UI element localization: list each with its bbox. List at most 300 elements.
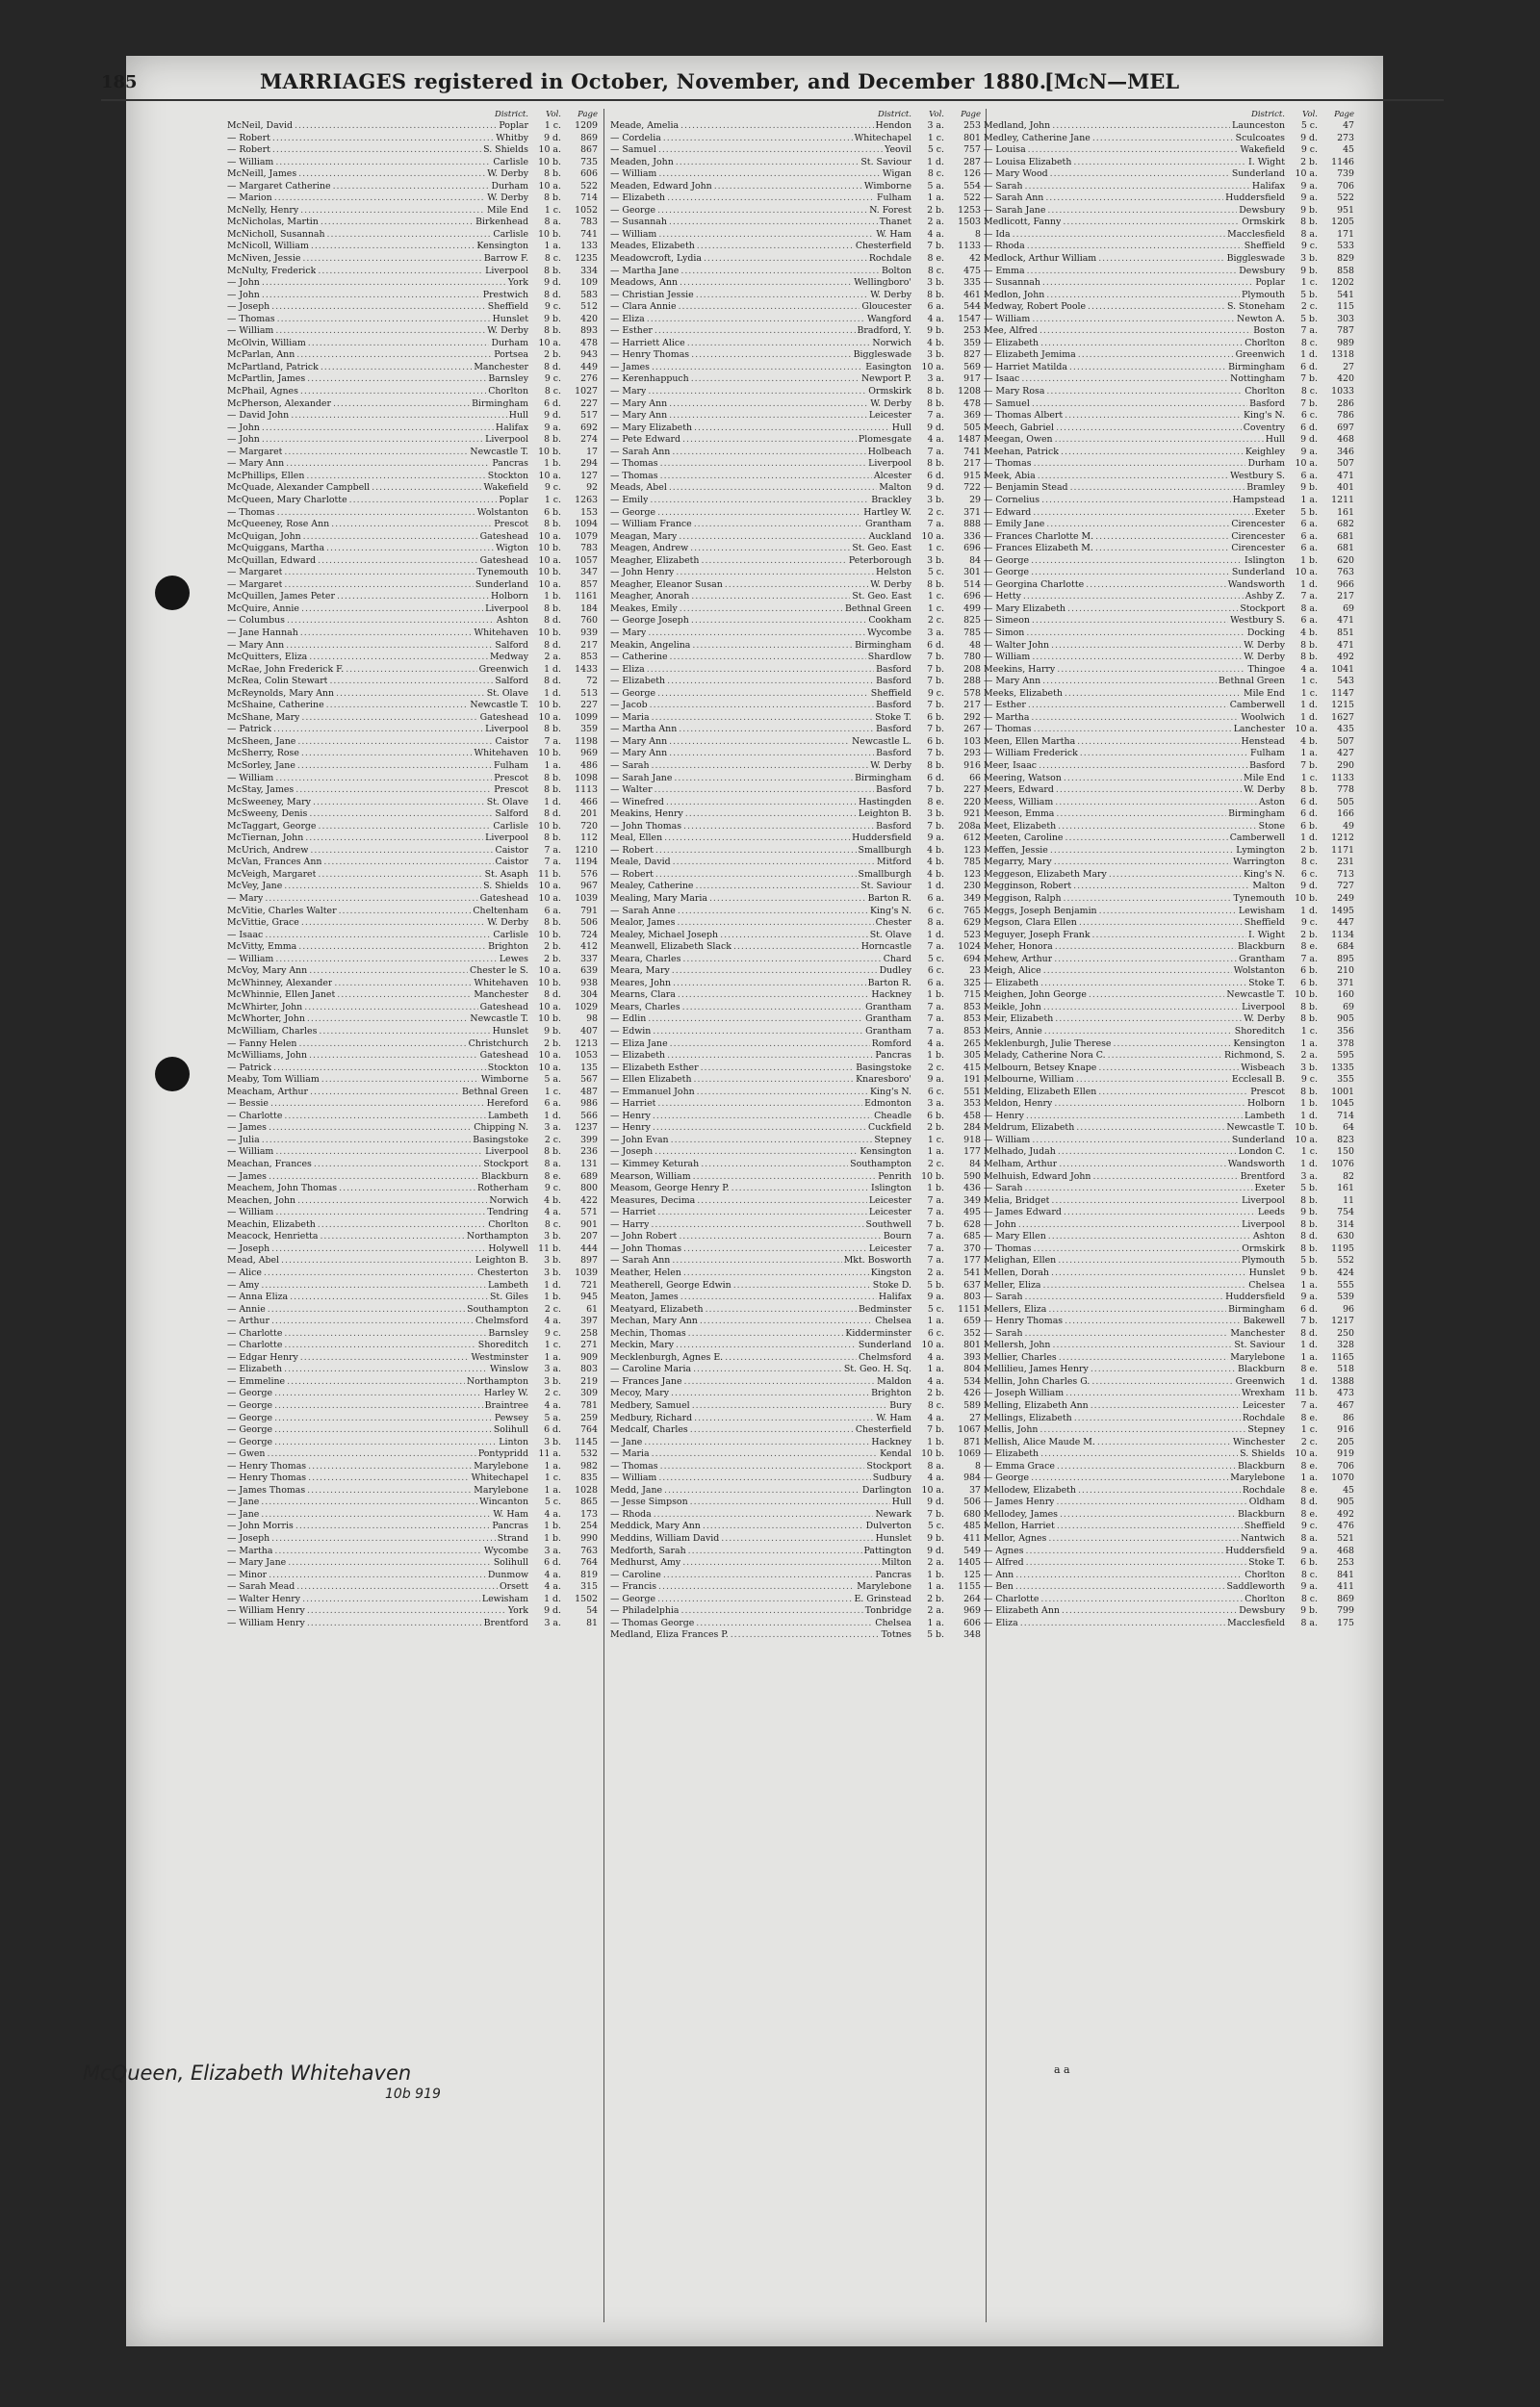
register-entry xyxy=(227,941,598,954)
entry-name: — Caroline xyxy=(610,1569,661,1580)
leader-dots xyxy=(1076,1074,1230,1087)
entry-page: 696 xyxy=(963,591,981,602)
leader-dots xyxy=(732,1183,869,1195)
entry-volume: 7 a. xyxy=(544,857,561,868)
entry-page: 532 xyxy=(580,1448,598,1460)
leader-dots xyxy=(652,1448,878,1461)
leader-dots xyxy=(693,1364,842,1376)
leader-dots xyxy=(308,338,490,350)
register-entry xyxy=(610,1111,981,1123)
register-entry xyxy=(984,857,1354,869)
entry-page: 123 xyxy=(963,868,981,880)
entry-volume: 7 a. xyxy=(927,1194,944,1206)
entry-district: Lambeth xyxy=(1244,1110,1285,1121)
entry-district: Chelsea xyxy=(875,1617,911,1628)
entry-name: McSorley, Jane xyxy=(227,759,295,771)
register-entry xyxy=(227,133,598,145)
leader-dots xyxy=(290,1292,488,1304)
entry-district: Oldham xyxy=(1248,1497,1285,1508)
entry-district: Hampstead xyxy=(1232,494,1285,505)
entry-volume: 8 b. xyxy=(927,386,944,397)
entry-page: 764 xyxy=(580,1557,598,1569)
entry-name: — Francis xyxy=(610,1581,657,1593)
entry-district: Fulham xyxy=(876,192,911,204)
entry-page: 612 xyxy=(963,832,981,844)
column-header xyxy=(610,109,981,120)
entry-volume: 7 b. xyxy=(927,748,944,759)
entry-name: McQuiggans, Martha xyxy=(227,543,325,554)
leader-dots xyxy=(701,1159,848,1171)
entry-district: Sudbury xyxy=(872,1472,911,1484)
entry-district: Birmingham xyxy=(855,772,911,783)
entry-district: Carlisle xyxy=(493,929,528,940)
entry-page: 401 xyxy=(1337,482,1354,494)
entry-district: Hereford xyxy=(486,1098,528,1110)
entry-district: Chelsea xyxy=(875,1316,911,1327)
entry-district: Wigton xyxy=(496,543,528,554)
entry-page: 1079 xyxy=(575,530,598,542)
entry-district: Stepney xyxy=(874,1134,911,1145)
leader-dots xyxy=(678,906,868,918)
entry-volume: 10 a. xyxy=(921,530,944,542)
register-entry xyxy=(984,1002,1354,1014)
entry-volume: 8 d. xyxy=(544,361,561,372)
entry-name: — Charlotte xyxy=(227,1340,283,1351)
entry-volume: 3 b. xyxy=(544,1436,561,1447)
leader-dots xyxy=(288,1557,492,1570)
entry-page: 449 xyxy=(580,361,598,372)
register-entry xyxy=(227,640,598,653)
entry-district: Sculcoates xyxy=(1235,132,1285,143)
register-entry xyxy=(984,1509,1354,1522)
entry-district: Exeter xyxy=(1254,1183,1285,1194)
register-entry xyxy=(227,507,598,520)
entry-district: Hull xyxy=(1265,434,1285,446)
entry-page: 217 xyxy=(580,639,598,651)
leader-dots xyxy=(670,1038,870,1051)
entry-volume: 1 a. xyxy=(927,1316,944,1327)
entry-page: 1547 xyxy=(958,313,981,324)
entry-district: N. Forest xyxy=(869,204,911,216)
entry-page: 785 xyxy=(963,857,981,868)
entry-district: Romford xyxy=(871,1037,911,1049)
entry-volume: 7 a. xyxy=(927,1255,944,1267)
entry-page: 763 xyxy=(1337,567,1354,578)
entry-name: Melia, Bridget xyxy=(984,1194,1050,1206)
entry-district: Cirencester xyxy=(1231,519,1285,530)
entry-page: 721 xyxy=(580,1279,598,1291)
entry-district: Wandsworth xyxy=(1227,578,1285,590)
entry-volume: 3 b. xyxy=(544,1375,561,1387)
entry-page: 254 xyxy=(580,1521,598,1532)
entry-name: Medbury, Richard xyxy=(610,1412,693,1423)
leader-dots xyxy=(696,1618,873,1630)
entry-page: 352 xyxy=(963,1327,981,1339)
entry-name: McQueen, Mary Charlotte xyxy=(227,494,347,505)
entry-name: Meacham, Arthur xyxy=(227,1086,309,1097)
entry-district: Chesterfield xyxy=(855,1424,911,1436)
page-number: 185 xyxy=(101,72,138,92)
entry-district: Wycombe xyxy=(483,1545,528,1556)
entry-volume: 10 b. xyxy=(1295,989,1318,1001)
entry-volume: 4 a. xyxy=(927,434,944,446)
register-entry xyxy=(227,1413,598,1425)
leader-dots xyxy=(303,531,478,544)
entry-name: McPhail, Agnes xyxy=(227,386,298,397)
leader-dots xyxy=(654,325,856,338)
entry-page: 304 xyxy=(580,989,598,1001)
entry-page: 1133 xyxy=(958,241,981,252)
entry-district: Whitehaven xyxy=(474,748,528,759)
leader-dots xyxy=(337,989,472,1002)
register-entry xyxy=(227,797,598,809)
entry-volume: 9 c. xyxy=(1300,1074,1318,1086)
entry-volume: 8 b. xyxy=(544,724,561,735)
leader-dots xyxy=(1031,555,1243,568)
leader-dots xyxy=(310,845,493,858)
entry-district: Christchurch xyxy=(468,1037,528,1049)
entry-volume: 1 a. xyxy=(927,1617,944,1628)
entry-name: — Mary Ellen xyxy=(984,1231,1046,1242)
entry-district: Grantham xyxy=(865,519,911,530)
register-entry xyxy=(227,495,598,507)
entry-name: — Thomas xyxy=(984,1242,1032,1254)
entry-volume: 1 c. xyxy=(544,120,561,131)
entry-name: — Caroline Maria xyxy=(610,1364,692,1375)
entry-volume: 4 a. xyxy=(1300,663,1318,675)
entry-name: Meanwell, Elizabeth Slack xyxy=(610,941,732,953)
entry-district: Lambeth xyxy=(487,1279,528,1291)
entry-page: 325 xyxy=(963,977,981,988)
entry-page: 506 xyxy=(580,917,598,929)
entry-volume: 9 d. xyxy=(927,1497,944,1508)
entry-volume: 4 b. xyxy=(1300,735,1318,747)
register-entry xyxy=(984,314,1354,326)
entry-name: — Emmeline xyxy=(227,1375,286,1387)
entry-name: McNiven, Jessie xyxy=(227,253,301,265)
entry-district: Plymouth xyxy=(1242,1255,1285,1267)
entry-district: St. Asaph xyxy=(484,868,528,880)
entry-district: Leicester xyxy=(1242,1399,1285,1411)
entry-volume: 7 b. xyxy=(927,676,944,687)
register-entry xyxy=(610,290,981,302)
entry-district: Macclesfield xyxy=(1227,1617,1285,1628)
entry-page: 853 xyxy=(963,1026,981,1037)
entry-page: 689 xyxy=(580,1170,598,1182)
leader-dots xyxy=(648,1013,863,1026)
register-entry xyxy=(610,1063,981,1075)
entry-volume: 1 a. xyxy=(1300,1351,1318,1363)
entry-district: Hackney xyxy=(871,989,911,1001)
entry-name: Meachen, John xyxy=(227,1194,296,1206)
entry-volume: 8 d. xyxy=(1300,1231,1318,1242)
entry-volume: 6 a. xyxy=(1300,615,1318,627)
leader-dots xyxy=(1050,168,1230,181)
entry-district: Newcastle T. xyxy=(470,700,528,711)
leader-dots xyxy=(720,930,868,942)
entry-page: 943 xyxy=(580,349,598,361)
entry-district: W. Derby xyxy=(487,325,528,337)
entry-page: 415 xyxy=(963,1062,981,1073)
entry-page: 905 xyxy=(1337,1013,1354,1025)
register-entry xyxy=(984,531,1354,544)
leader-dots xyxy=(262,434,483,447)
entry-page: 781 xyxy=(580,1399,598,1411)
register-entry xyxy=(984,1195,1354,1208)
entry-name: Melbourn, Betsey Knape xyxy=(984,1062,1097,1073)
register-entry xyxy=(227,917,598,930)
leader-dots xyxy=(372,482,481,495)
entry-district: Blackburn xyxy=(1238,1460,1285,1472)
entry-page: 685 xyxy=(963,1231,981,1242)
entry-page: 292 xyxy=(963,711,981,723)
entry-name: McVitty, Emma xyxy=(227,941,297,953)
leader-dots xyxy=(300,205,485,218)
register-entry xyxy=(984,1146,1354,1159)
entry-name: McWhirter, John xyxy=(227,1001,303,1012)
entry-volume: 8 e. xyxy=(927,253,944,265)
entry-district: Marylebone xyxy=(1230,1472,1285,1484)
entry-volume: 8 b. xyxy=(927,397,944,409)
entry-district: Milton xyxy=(881,1557,911,1569)
entry-volume: 4 b. xyxy=(544,1194,561,1206)
leader-dots xyxy=(284,579,473,592)
entry-volume: 1 a. xyxy=(927,1146,944,1158)
entry-page: 893 xyxy=(580,325,598,337)
entry-volume: 9 d. xyxy=(544,410,561,422)
entry-district: Winslow xyxy=(490,1364,528,1375)
leader-dots xyxy=(291,410,507,423)
entry-name: — William xyxy=(227,1207,274,1218)
leader-dots xyxy=(1091,1400,1241,1413)
entry-volume: 6 c. xyxy=(1300,868,1318,880)
leader-dots xyxy=(1047,205,1237,218)
district-header: District. xyxy=(878,110,911,119)
entry-name: — Mary Jane xyxy=(227,1557,287,1569)
entry-name: Melighan, Ellen xyxy=(984,1255,1057,1267)
entry-name: Meachin, Elizabeth xyxy=(227,1218,316,1230)
register-entry xyxy=(610,748,981,760)
entry-district: Birkenhead xyxy=(475,217,528,228)
entry-district: Thingoe xyxy=(1247,663,1285,675)
register-entry xyxy=(984,941,1354,954)
leader-dots xyxy=(678,989,870,1002)
leader-dots xyxy=(270,1098,485,1111)
register-entry xyxy=(610,1243,981,1256)
entry-name: Meldrum, Elizabeth xyxy=(984,1122,1075,1134)
entry-name: — Maria xyxy=(610,711,650,723)
register-entry xyxy=(227,181,598,193)
entry-volume: 5 c. xyxy=(544,1497,561,1508)
entry-name: — Jacob xyxy=(610,700,648,711)
leader-dots xyxy=(1048,1533,1239,1546)
leader-dots xyxy=(306,471,485,483)
register-entry xyxy=(610,579,981,592)
leader-dots xyxy=(1044,1026,1233,1038)
leader-dots xyxy=(284,1340,475,1352)
entry-district: Gloucester xyxy=(861,301,911,313)
leader-dots xyxy=(336,688,485,701)
entry-page: 96 xyxy=(1343,1303,1354,1315)
register-entry xyxy=(610,821,981,833)
leader-dots xyxy=(691,615,866,627)
entry-volume: 8 a. xyxy=(544,217,561,228)
leader-dots xyxy=(1042,277,1253,290)
entry-district: Medway xyxy=(489,652,528,663)
leader-dots xyxy=(274,1388,482,1400)
entry-page: 23 xyxy=(969,965,981,977)
leader-dots xyxy=(670,652,866,664)
entry-volume: 10 b. xyxy=(538,446,561,457)
entry-name: — Joseph xyxy=(227,1532,270,1544)
entry-name: Meggs, Joseph Benjamin xyxy=(984,905,1097,916)
entry-name: Medlon, John xyxy=(984,289,1045,300)
entry-page: 191 xyxy=(963,1074,981,1086)
register-entry xyxy=(227,144,598,157)
entry-page: 288 xyxy=(963,676,981,687)
entry-district: W. Derby xyxy=(870,759,911,771)
entry-volume: 4 a. xyxy=(544,1569,561,1580)
register-entry xyxy=(227,1472,598,1485)
leader-dots xyxy=(346,664,476,677)
entry-volume: 1 d. xyxy=(1300,1340,1318,1351)
leader-dots xyxy=(286,640,493,653)
entry-district: Bethnal Green xyxy=(845,602,911,614)
entry-name: — Harriet xyxy=(610,1207,656,1218)
entry-district: W. Derby xyxy=(1244,1013,1285,1025)
entry-name: Meldon, Henry xyxy=(984,1098,1053,1110)
leader-dots xyxy=(657,1594,852,1606)
entry-name: — Joseph xyxy=(227,1242,270,1254)
register-entry xyxy=(984,930,1354,942)
entry-page: 205 xyxy=(1337,1436,1354,1447)
entry-name: McSweeney, Mary xyxy=(227,796,311,807)
entry-volume: 2 b. xyxy=(1300,929,1318,940)
entry-district: Pancras xyxy=(492,1521,528,1532)
entry-volume: 8 e. xyxy=(1300,1460,1318,1472)
leader-dots xyxy=(262,277,506,290)
leader-dots xyxy=(318,869,482,882)
leader-dots xyxy=(692,1400,888,1413)
entry-district: Greenwich xyxy=(478,663,528,675)
entry-volume: 8 b. xyxy=(1300,1001,1318,1012)
entry-district: Blackburn xyxy=(1238,1364,1285,1375)
entry-name: — Eliza xyxy=(984,1617,1018,1628)
entry-district: Stockport xyxy=(866,1460,911,1472)
register-entry xyxy=(227,290,598,302)
entry-page: 371 xyxy=(963,506,981,518)
leader-dots xyxy=(1054,1098,1245,1111)
leader-dots xyxy=(657,688,869,701)
leader-dots xyxy=(1015,1570,1243,1582)
leader-dots xyxy=(273,724,483,736)
leader-dots xyxy=(1043,1002,1240,1014)
entry-volume: 8 b. xyxy=(544,784,561,796)
header-rule xyxy=(101,99,1444,101)
entry-name: McReynolds, Mary Ann xyxy=(227,687,334,699)
leader-dots xyxy=(1031,1472,1228,1485)
entry-page: 1388 xyxy=(1331,1375,1354,1387)
entry-page: 103 xyxy=(963,735,981,747)
entry-volume: 3 b. xyxy=(927,349,944,361)
register-entry xyxy=(227,1509,598,1522)
register-entry xyxy=(610,277,981,290)
leader-dots xyxy=(1113,1038,1231,1051)
entry-page: 127 xyxy=(580,470,598,481)
register-entry xyxy=(984,241,1354,253)
leader-dots xyxy=(667,676,874,688)
entry-name: Mechin, Thomas xyxy=(610,1327,686,1339)
entry-volume: 4 a. xyxy=(544,1316,561,1327)
entry-page: 714 xyxy=(1337,1110,1354,1121)
register-entry xyxy=(984,989,1354,1002)
entry-name: Mellings, Elizabeth xyxy=(984,1412,1072,1423)
entry-volume: 2 c. xyxy=(927,615,944,627)
entry-page: 1039 xyxy=(575,893,598,904)
entry-name: — James Thomas xyxy=(227,1484,306,1496)
entry-district: W. Ham xyxy=(876,228,911,240)
leader-dots xyxy=(1026,1557,1246,1570)
entry-volume: 5 a. xyxy=(544,1412,561,1423)
register-entry xyxy=(227,1207,598,1219)
entry-name: — David John xyxy=(227,410,290,422)
entry-name: Medley, Catherine Jane xyxy=(984,132,1091,143)
entry-district: Blackburn xyxy=(1238,1508,1285,1520)
entry-name: — William xyxy=(984,1134,1031,1145)
entry-district: Wisbeach xyxy=(1241,1062,1285,1073)
leader-dots xyxy=(1051,1195,1240,1208)
leader-dots xyxy=(1021,373,1228,386)
entry-page: 201 xyxy=(580,808,598,820)
entry-name: — James xyxy=(610,361,650,372)
entry-name: — Sarah Ann xyxy=(610,446,671,457)
entry-volume: 1 a. xyxy=(927,1581,944,1593)
register-entry xyxy=(610,1581,981,1594)
entry-page: 681 xyxy=(1337,543,1354,554)
entry-district: Blackburn xyxy=(481,1170,528,1182)
entry-district: Plymouth xyxy=(1242,289,1285,300)
leader-dots xyxy=(1098,1063,1239,1075)
entry-volume: 2 c. xyxy=(544,1388,561,1399)
entry-district: Camberwell xyxy=(1229,700,1285,711)
entry-district: Caistor xyxy=(495,844,528,856)
entry-volume: 1 d. xyxy=(544,1593,561,1604)
leader-dots xyxy=(261,1280,486,1293)
entry-page: 27 xyxy=(969,1412,981,1423)
entry-district: Chorlton xyxy=(1245,1593,1285,1604)
leader-dots xyxy=(658,1581,855,1594)
entry-volume: 1 d. xyxy=(544,663,561,675)
entry-name: — Julia xyxy=(227,1134,260,1145)
register-entry xyxy=(610,627,981,640)
entry-name: — Mary Wood xyxy=(984,168,1048,180)
entry-page: 478 xyxy=(963,397,981,409)
entry-volume: 8 b. xyxy=(927,458,944,470)
leader-dots xyxy=(669,398,868,411)
entry-volume: 10 b. xyxy=(538,627,561,638)
entry-page: 348 xyxy=(963,1629,981,1641)
entry-district: Birmingham xyxy=(1228,1303,1285,1315)
leader-dots xyxy=(658,229,874,242)
leader-dots xyxy=(1046,290,1240,302)
entry-page: 468 xyxy=(1337,1545,1354,1556)
entry-page: 1433 xyxy=(575,663,598,675)
entry-volume: 8 b. xyxy=(1300,217,1318,228)
entry-district: Stoke T. xyxy=(875,711,911,723)
register-entry xyxy=(610,603,981,616)
entry-district: Orsett xyxy=(499,1581,528,1593)
leader-dots xyxy=(300,386,486,398)
